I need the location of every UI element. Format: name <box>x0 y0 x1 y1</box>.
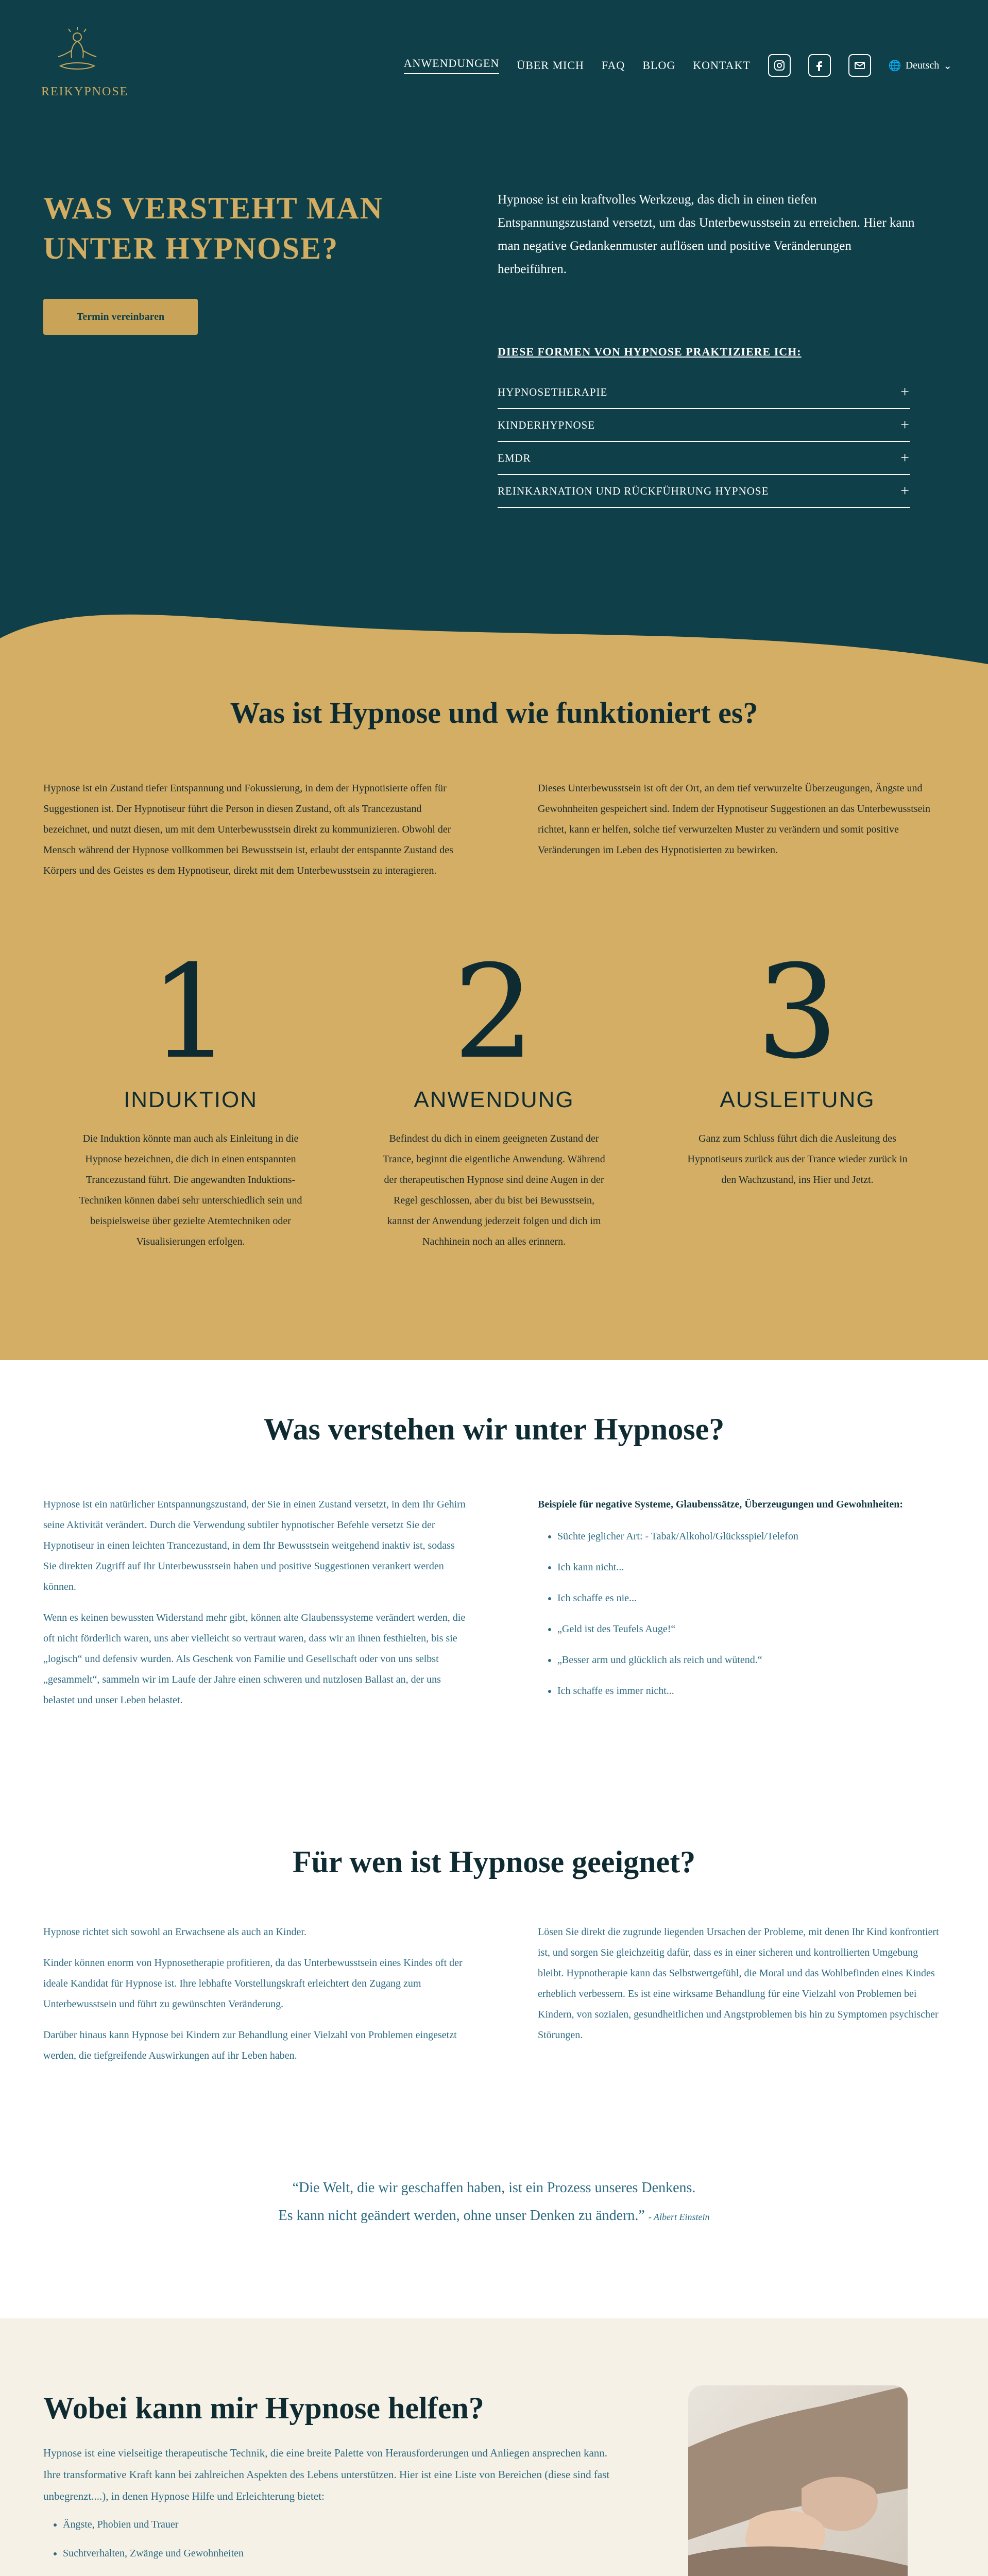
forms-heading: DIESE FORMEN VON HYPNOSE PRAKTIZIERE ICH: <box>498 345 802 358</box>
suitable-right-text <box>538 1922 940 2056</box>
accordion-item-kinderhypnose[interactable] <box>498 409 910 442</box>
step-label: AUSLEITUNG <box>720 1087 875 1112</box>
language-label: Deutsch <box>905 59 940 71</box>
wave-divider <box>0 607 988 700</box>
paragraph: Darüber hinaus kann Hypnose bei Kindern zur Behandlung einer Vielzahl von Problemen eingesetzt werden, die tiefgreifende Auswirkungen auf ihr Leben haben. <box>43 2029 457 2061</box>
hypnosis-forms-accordion <box>498 376 910 508</box>
paragraph: Hypnose richtet sich sowohl an Erwachsene als auch an Kinder. <box>43 1926 306 1938</box>
understand-title: Was verstehen wir unter Hypnose? <box>263 1412 725 1446</box>
list-item: • Ich kann nicht... <box>557 1557 940 1578</box>
suitable-left-text <box>43 1922 466 2076</box>
paragraph: Kinder können enorm von Hypnosetherapie profitieren, da das Unterbewusstsein eines Kindes oft der ideale Kandidat für Hypnose ist. Ihre lebhafte Vorstellungskraft erleichtert den Zugang zum Unterbewusstsein und führt zu gewünschten Veränderung. <box>43 1957 463 2010</box>
hero-section <box>0 0 988 659</box>
hero-title: WAS VERSTEHT MAN UNTER HYPNOSE? <box>43 191 383 265</box>
facebook-icon[interactable] <box>808 54 831 77</box>
language-switcher[interactable] <box>889 59 952 72</box>
nav-faq[interactable]: FAQ <box>601 59 625 72</box>
understand-text <box>43 1494 466 1721</box>
list-item: • Ich schaffe es nie... <box>557 1588 940 1608</box>
step-label: ANWENDUNG <box>414 1087 574 1112</box>
plus-icon: + <box>900 482 910 499</box>
top-navigation <box>0 21 988 98</box>
nav-anwendungen[interactable]: ANWENDUNGEN <box>404 57 500 74</box>
list-item: • „Geld ist des Teufels Auge!“ <box>557 1619 940 1639</box>
site-logo[interactable] <box>41 26 129 99</box>
hands-photo <box>688 2385 908 2576</box>
list-item: • Ängste, Phobien und Trauer <box>63 2514 625 2543</box>
step-ausleitung <box>663 937 931 1190</box>
examples-heading: Beispiele für negative Systeme, Glaubenssätze, Überzeugungen und Gewohnheiten: <box>538 1499 904 1510</box>
logo-text: REIKYPNOSE <box>41 85 129 98</box>
help-intro: Hypnose ist eine vielseitige therapeutische Technik, die eine breite Palette von Herausforderungen und Anliegen ansprechen kann. Ihre transformative Kraft kann bei zahlreichen Aspekten des Lebens unterstützen. Hier ist eine Liste von Bereichen (diese sind fast unbegrenzt....), in denen Hypnose Hilfe und Erleichterung bietet: <box>43 2447 610 2502</box>
list-item: • „Besser arm und glücklich als reich und wütend.“ <box>557 1650 940 1670</box>
accordion-item-reinkarnation[interactable] <box>498 475 910 508</box>
accordion-label: REINKARNATION UND RÜCKFÜHRUNG HYPNOSE <box>498 484 769 497</box>
step-anwendung <box>360 937 628 1252</box>
list-item: • Suchtverhalten, Zwänge und Gewohnheiten <box>63 2543 625 2572</box>
accordion-label: KINDERHYPNOSE <box>498 418 595 431</box>
accordion-item-emdr[interactable] <box>498 442 910 475</box>
paragraph: Wenn es keinen bewussten Widerstand mehr gibt, können alte Glaubenssysteme verändert werden, die oft nicht förderlich waren, uns aber vielleicht so vertraut waren, dass wir an ihnen festhielten, bis sie „logisch“ und defensiv wurden. Als Geschenk von Familie und Gesellschaft oder von uns selbst „gesammelt“, sammeln wir im Laufe der Jahre einen schweren und nutzlosen Ballast an, der uns belastet und unser Leben belastet. <box>43 1612 466 1706</box>
how-it-works-section <box>0 608 988 1360</box>
nav-ueber-mich[interactable]: ÜBER MICH <box>517 59 584 72</box>
step-number: 3 <box>756 937 839 1087</box>
nav-kontakt[interactable]: KONTAKT <box>693 59 751 72</box>
email-icon[interactable] <box>848 54 871 77</box>
step-induktion <box>57 937 325 1252</box>
plus-icon: + <box>900 416 910 433</box>
step-text: Die Induktion könnte man auch als Einleitung in die Hypnose bezeichnen, die dich in einen entspannten Trancezustand führt. Die angewandten Induktions-Techniken können dabei sehr unterschiedlich sein und beispielsweise über gezielte Atemtechniken oder Visualisierungen erfolgen. <box>79 1133 302 1247</box>
step-text: Ganz zum Schluss führt dich die Ausleitung des Hypnotiseurs zurück aus der Trance wieder zurück in den Wachzustand, ins Hier und Jetzt. <box>687 1133 908 1185</box>
quote-line: Es kann nicht geändert werden, ohne unser Denken zu ändern.” <box>278 2208 645 2224</box>
accordion-item-hypnosetherapie[interactable] <box>498 376 910 409</box>
how-left-text: Hypnose ist ein Zustand tiefer Entspannung und Fokussierung, in dem der Hypnotisierte offen für Suggestionen ist. Der Hypnotiseur führt die Person in diesen Zustand, oft als Trancezustand bezeichnet, und nutzt diesen, um mit dem Unterbewusstsein direkt zu kommunizieren. Obwohl der Mensch während der Hypnose vollkommen bei Bewusstsein ist, erlaubt der entspannte Zustand des Körpers und des Geistes es dem Hypnotiseur, direkt mit dem Unterbewusstsein zu interagieren. <box>43 783 453 876</box>
list-item: • Ich schaffe es immer nicht... <box>557 1681 940 1701</box>
chevron-down-icon: ⌄ <box>943 60 952 72</box>
quote-author: - Albert Einstein <box>648 2212 710 2222</box>
plus-icon: + <box>900 449 910 466</box>
plus-icon: + <box>900 383 910 400</box>
accordion-label: EMDR <box>498 451 531 464</box>
examples-list <box>538 1526 940 1701</box>
hero-description: Hypnose ist ein kraftvolles Werkzeug, das dich in einen tiefen Entspannungszustand versetzt, um das Unterbewusstsein zu erreichen. Hier kann man negative Gedankenmuster auflösen und positive Veränderungen herbeiführen. <box>498 193 915 276</box>
how-it-works-title: Was ist Hypnose und wie funktioniert es? <box>230 696 758 730</box>
step-text: Befindest du dich in einem geeigneten Zustand der Trance, beginnt die eigentliche Anwendung. Während der therapeutischen Hypnose sind deine Augen in der Regel geschlossen, aber du bist bei Bewusstsein, kannst der Anwendung jederzeit folgen und dich im Nachhinein noch an alles erinnern. <box>383 1133 605 1247</box>
termin-vereinbaren-button[interactable]: Termin vereinbaren <box>43 299 198 335</box>
quote-line: “Die Welt, die wir geschaffen haben, ist ein Prozess unseres Denkens. <box>292 2180 696 2196</box>
help-title: Wobei kann mir Hypnose helfen? <box>43 2391 484 2425</box>
nav-blog[interactable]: BLOG <box>642 59 676 72</box>
negative-examples <box>538 1494 940 1711</box>
list-item <box>63 2572 625 2576</box>
suitable-title: Für wen ist Hypnose geeignet? <box>292 1845 696 1879</box>
step-number: 2 <box>453 937 535 1087</box>
list-item: • Süchte jeglicher Art: - Tabak/Alkohol/Glücksspiel/Telefon <box>557 1526 940 1547</box>
accordion-label: HYPNOSETHERAPIE <box>498 385 608 398</box>
einstein-quote <box>0 2174 988 2231</box>
paragraph: Hypnose ist ein natürlicher Entspannungszustand, der Sie in einen Zustand versetzt, in dem Ihr Gehirn seine Aktivität verändert. Durch die Verwendung subtiler hypnotischer Befehle versetzt Sie der Hypnotiseur in einen leichten Trancezustand, in dem Ihr Bewusstsein weitgehend inaktiv ist, sodass Sie direkten Zugriff auf Ihr Unterbewusstsein haben und positive Suggestionen verankert werden können. <box>43 1499 466 1592</box>
globe-icon: 🌐 <box>888 60 901 72</box>
step-number: 1 <box>149 937 232 1087</box>
how-right-text: Dieses Unterbewusstsein ist oft der Ort, an dem tief verwurzelte Überzeugungen, Ängste und Gewohnheiten gespeichert sind. Indem der Hypnotiseur Suggestionen an das Unterbewusstsein richtet, kann er helfen, solche tief verwurzelten Muster zu verändern und somit positive Veränderungen im Leben des Hypnotisierten zu bewirken. <box>538 783 931 856</box>
paragraph: Lösen Sie direkt die zugrunde liegenden Ursachen der Probleme, mit denen Ihr Kind konfrontiert ist, und sorgen Sie gleichzeitig dafür, dass es in einer sicheren und kontrollierten Umgebung bleibt. Hypnotherapie kann das Selbstwertgefühl, die Moral und das Wohlbefinden eines Kindes erheblich verbessern. Es ist eine wirksame Behandlung für eine Vielzahl von Problemen bei Kindern, von sozialen, gesundheitlichen und Angstproblemen bis hin zu Symptomen psychischer Störungen. <box>538 1926 939 2041</box>
help-section <box>0 2318 988 2576</box>
meditation-logo-icon <box>49 26 106 82</box>
instagram-icon[interactable] <box>768 54 791 77</box>
help-list <box>43 2514 625 2576</box>
main-menu <box>404 54 952 77</box>
step-label: INDUKTION <box>124 1087 258 1112</box>
